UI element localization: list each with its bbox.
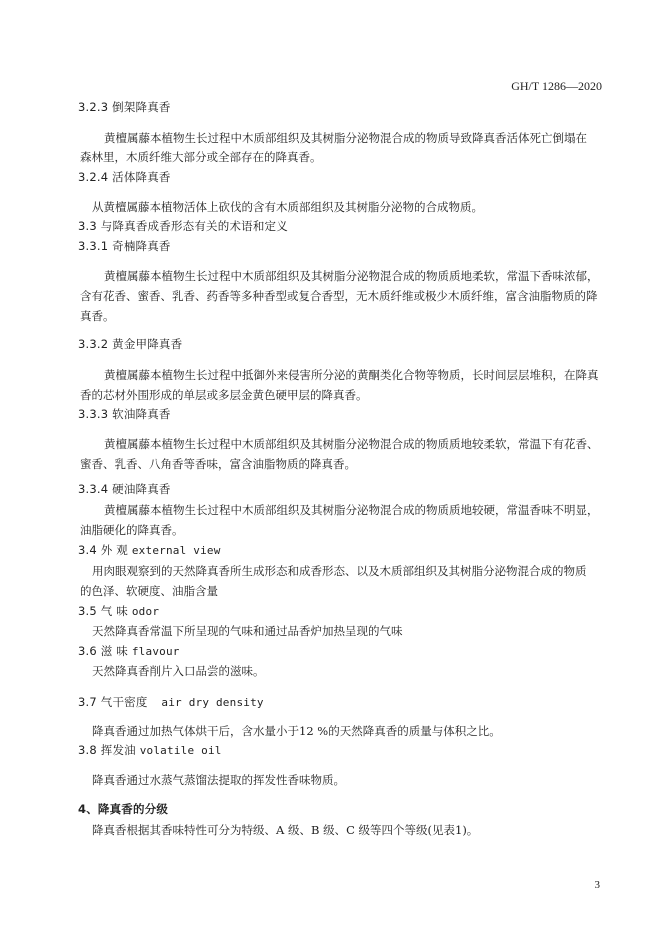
heading-cn: 3.6 滋 味 xyxy=(78,644,128,658)
heading-3-3-4: 3.3.4 硬油降真香 xyxy=(78,482,171,496)
paragraph-line: 黄檀属藤本植物生长过程中抵御外来侵害所分泌的黄酮类化合物等物质，长时间层层堆积，在降真 xyxy=(104,368,599,382)
heading-3-3: 3.3 与降真香成香形态有关的术语和定义 xyxy=(78,219,288,233)
paragraph-line: 降真香根据其香味特性可分为特级、A 级、B 级、C 级等四个等级(见表1)。 xyxy=(92,823,479,837)
heading-cn: 3.7 气干密度 xyxy=(78,695,148,709)
paragraph-line: 用肉眼观察到的天然降真香所生成形态和成香形态、以及木质部组织及其树脂分泌物混合成的物质 xyxy=(92,564,587,578)
heading-en: external view xyxy=(131,544,221,557)
heading-en: volatile oil xyxy=(139,744,222,757)
heading-3-3-1: 3.3.1 奇楠降真香 xyxy=(78,239,171,253)
heading-3-3-3: 3.3.3 软油降真香 xyxy=(78,407,171,421)
heading-3-3-2: 3.3.2 黄金甲降真香 xyxy=(78,337,183,351)
paragraph-line: 香的芯材外围形成的单层或多层金黄色硬甲层的降真香。 xyxy=(80,388,368,402)
paragraph-line: 天然降真香削片入口品尝的滋味。 xyxy=(92,664,265,678)
heading-en: odor xyxy=(131,605,160,618)
heading-cn: 3.4 外 观 xyxy=(78,543,128,557)
paragraph-line: 蜜香、乳香、八角香等香味，富含油脂物质的降真香。 xyxy=(80,457,356,471)
paragraph-line: 黄檀属藤本植物生长过程中木质部组织及其树脂分泌物混合成的物质质地较硬，常温香味不明显， xyxy=(104,503,599,517)
heading-3-4 xyxy=(78,545,221,557)
page-number: 3 xyxy=(594,879,600,891)
paragraph-line: 油脂硬化的降真香。 xyxy=(80,523,184,537)
heading-3-5 xyxy=(78,606,159,618)
paragraph-line: 的色泽、软硬度、油脂含量 xyxy=(80,584,218,598)
heading-4: 4、降真香的分级 xyxy=(78,802,169,816)
paragraph-line: 从黄檀属藤本植物活体上砍伐的含有木质部组织及其树脂分泌物的合成物质。 xyxy=(92,200,483,214)
paragraph-line: 黄檀属藤本植物生长过程中木质部组织及其树脂分泌物混合成的物质质地柔软，常温下香味浓郁， xyxy=(104,269,599,283)
heading-3-6 xyxy=(78,646,180,658)
heading-en: flavour xyxy=(131,645,180,658)
paragraph-line: 含有花香、蜜香、乳香、药香等多种香型或复合香型，无木质纤维或极少木质纤维，富含油脂物质的降 xyxy=(80,289,598,303)
paragraph-line: 森林里，木质纤维大部分或全部存在的降真香。 xyxy=(80,150,322,164)
paragraph-line: 真香。 xyxy=(80,309,115,323)
heading-3-7 xyxy=(78,697,264,709)
doc-code: GH/T 1286—2020 xyxy=(511,79,602,93)
paragraph-line: 黄檀属藤本植物生长过程中木质部组织及其树脂分泌物混合成的物质质地较柔软，常温下有花香、 xyxy=(104,437,599,451)
paragraph-line: 黄檀属藤本植物生长过程中木质部组织及其树脂分泌物混合成的物质导致降真香活体死亡倒塌在 xyxy=(104,131,587,145)
heading-3-2-4: 3.2.4 活体降真香 xyxy=(78,170,171,184)
heading-en: air dry density xyxy=(161,696,264,709)
paragraph-line: 降真香通过加热气体烘干后，含水量小于12 %的天然降真香的质量与体积之比。 xyxy=(92,724,501,738)
heading-3-2-3: 3.2.3 倒架降真香 xyxy=(78,100,171,114)
heading-cn: 3.8 挥发油 xyxy=(78,743,136,757)
paragraph-line: 降真香通过水蒸气蒸馏法提取的挥发性香味物质。 xyxy=(92,773,345,787)
heading-3-8 xyxy=(78,745,222,757)
paragraph-line: 天然降真香常温下所呈现的气味和通过品香炉加热呈现的气味 xyxy=(92,624,403,638)
heading-cn: 3.5 气 味 xyxy=(78,604,128,618)
